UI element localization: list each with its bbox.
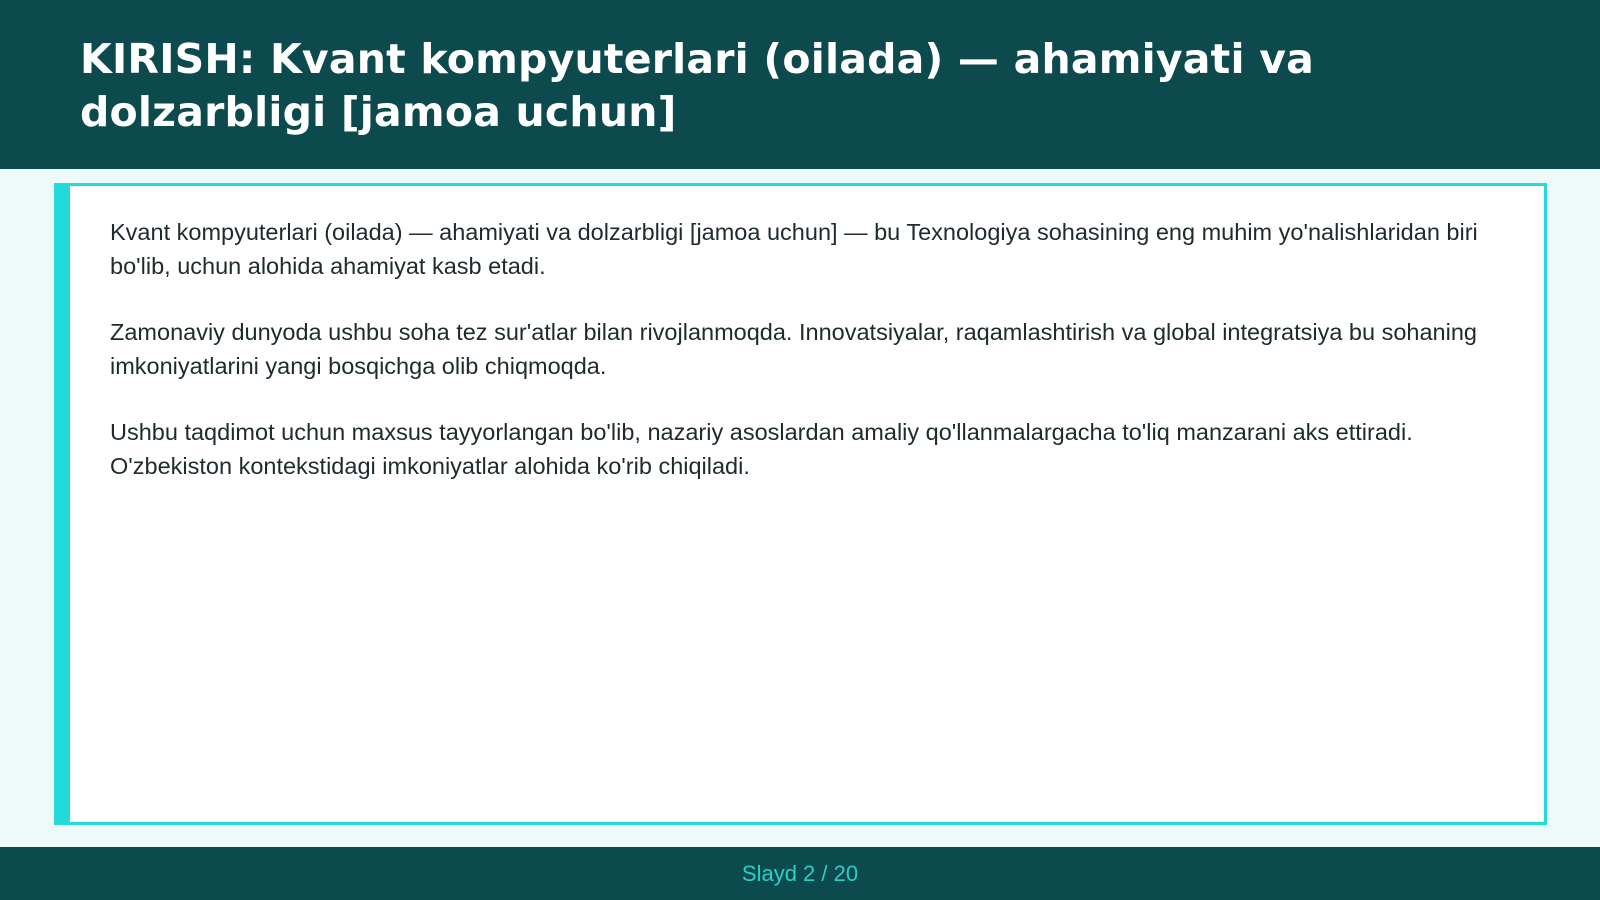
paragraph-presentation-scope: Ushbu taqdimot uchun maxsus tayyorlangan bo'lib, nazariy asoslardan amaliy qo'llanmalargacha to'liq manzarani aks ettiradi. O'zbekiston kontekstidagi imkoniyatlar alohida ko'rib chiqiladi.: [110, 419, 1413, 479]
paragraph-modern-world: Zamonaviy dunyoda ushbu soha tez sur'atlar bilan rivojlanmoqda. Innovatsiyalar, raqamlashtirish va global integratsiya bu sohaning imkoniyatlarini yangi bosqichga olib chiqmoqda.: [110, 319, 1477, 379]
paragraph-intro: Kvant kompyuterlari (oilada) — ahamiyati va dolzarbligi [jamoa uchun] — bu Texnologiya sohasining eng muhim yo'nalishlaridan biri bo'lib, uchun alohida ahamiyat kasb etadi.: [110, 219, 1478, 279]
content-panel: [54, 183, 1547, 825]
slide-title: KIRISH: Kvant kompyuterlari (oilada) — ahamiyati va dolzarbligi [jamoa uchun]: [80, 35, 1314, 136]
slide-number: Slayd 2 / 20: [741, 860, 859, 886]
slide-footer: [0, 847, 1600, 900]
slide-header: [0, 0, 1600, 169]
